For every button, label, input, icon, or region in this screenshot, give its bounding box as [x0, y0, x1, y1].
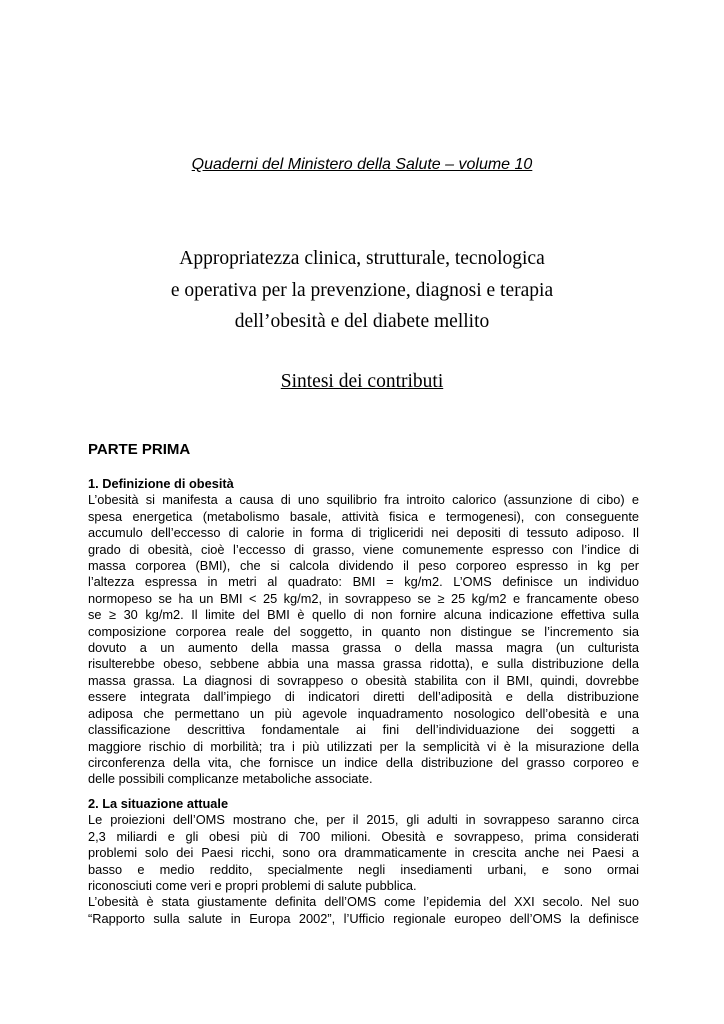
paragraph-line: se ≥ 30 kg/m2. Il limite del BMI è quello di non fornire alcuna indicazione effettiva sulla — [88, 607, 639, 623]
paragraph-line: 2,3 miliardi e gli obesi più di 700 milioni. Obesità e sovrappeso, prima considerati — [88, 828, 639, 844]
section-heading: 2. La situazione attuale — [88, 796, 229, 811]
paragraph-line: massa grassa. La diagnosi di sovrappeso o obesità stabilita con il BMI, quindi, dovrebbe — [88, 672, 639, 688]
series-title: Quaderni del Ministero della Salute – volume 10 — [191, 156, 533, 173]
paragraph-line: problemi solo dei Paesi ricchi, sono ora drammaticamente in crescita anche nei Paesi a — [88, 845, 639, 861]
paragraph-line: dovuto a un aumento della massa grassa o della massa magra (un culturista — [88, 640, 639, 656]
title-line: Appropriatezza clinica, strutturale, tecnologica — [179, 248, 545, 269]
paragraph-line: classificazione descrittiva fondamentale ai fini dell’individuazione dei soggetti a — [88, 722, 639, 738]
paragraph-line: l’altezza espressa in metri al quadrato: BMI = kg/m2. L’OMS definisce un individuo — [88, 574, 639, 590]
paragraph-line: essere integrata dall’impiego di indicatori diretti dell’adiposità e della distribuzione — [88, 689, 639, 705]
paragraph-line: basso e medio reddito, specialmente negli insediamenti urbani, e sono ormai — [88, 861, 639, 877]
document-title — [0, 243, 724, 338]
paragraph-line: “Rapporto sulla salute in Europa 2002”, l’Ufficio regionale europeo dell’OMS la definisce — [88, 910, 639, 926]
paragraph-line: risulterebbe obeso, sebbene abbia una massa grassa ridotta), e sulla distribuzione della — [88, 656, 639, 672]
paragraph-line: grado di obesità, cioè l’eccesso di grasso, viene comunemente espresso con l’indice di — [88, 541, 639, 557]
paragraph-line: circonferenza della vita, che fornisce un indice della distribuzione del grasso corporeo e — [88, 754, 639, 770]
paragraph-line: massa corporea (BMI), che si calcola dividendo il peso corporeo espresso in kg per — [88, 558, 639, 574]
part-heading: PARTE PRIMA — [88, 441, 191, 458]
paragraph-line: maggiore rischio di morbilità; tra i più utilizzati per la semplicità vi è la misurazione della — [88, 738, 639, 754]
title-line: dell’obesità e del diabete mellito — [234, 311, 490, 332]
paragraph-line: accumulo dell’eccesso di calorie in forma di trigliceridi nei depositi di tessuto adiposo. Il — [88, 525, 639, 541]
paragraph-line: composizione corporea reale del soggetto, in quanto non distingue se l’incremento sia — [88, 623, 639, 639]
section-situazione-attuale — [88, 796, 639, 927]
paragraph-line: riconosciuti come veri e propri problemi di salute pubblica. — [88, 878, 417, 894]
paragraph-line: Le proiezioni dell’OMS mostrano che, per il 2015, gli adulti in sovrappeso saranno circa — [88, 812, 639, 828]
paragraph-line: delle possibili complicanze metaboliche associate. — [88, 771, 373, 787]
paragraph-line: spesa energetica (metabolismo basale, attività fisica e termogenesi), con conseguente — [88, 508, 639, 524]
paragraph-line: L’obesità è stata giustamente definita dell’OMS come l’epidemia del XXI secolo. Nel suo — [88, 894, 639, 910]
document-subtitle: Sintesi dei contributi — [280, 371, 444, 392]
title-line: e operativa per la prevenzione, diagnosi e terapia — [170, 279, 554, 301]
paragraph-line: normopeso se ha un BMI < 25 kg/m2, in sovrappeso se ≥ 25 kg/m2 e francamente obeso — [88, 590, 639, 606]
section-definizione-obesita — [88, 476, 639, 788]
section-heading: 1. Definizione di obesità — [88, 476, 234, 491]
paragraph-line: adiposa che permettano un più agevole inquadramento nosologico dell’obesità e una — [88, 705, 639, 721]
paragraph-line: L’obesità si manifesta a causa di uno squilibrio fra introito calorico (assunzione di cibo) e — [88, 492, 639, 508]
